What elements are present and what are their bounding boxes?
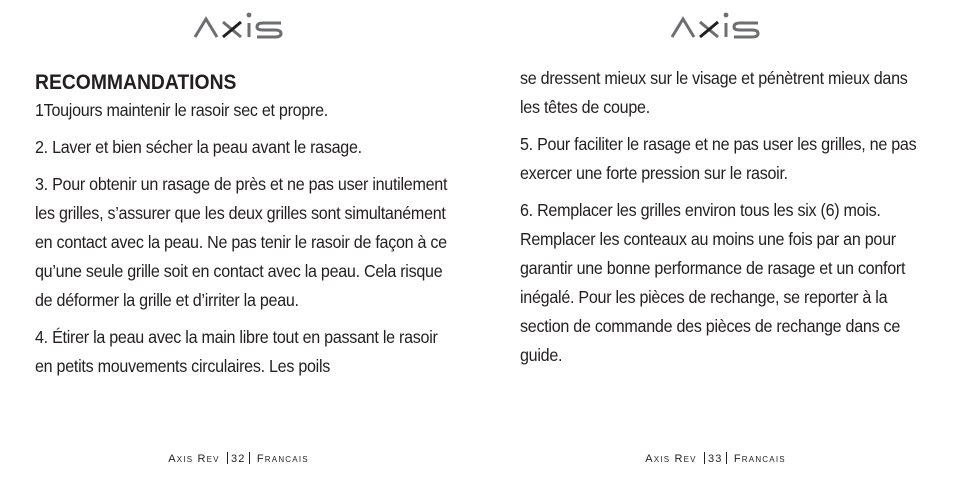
footer-language: Francais (256, 453, 309, 465)
page-footer (477, 452, 954, 465)
footer-divider (704, 452, 705, 464)
footer-divider (227, 452, 228, 464)
axis-logo (477, 10, 954, 45)
footer-divider (726, 452, 727, 464)
footer-doc-name: Axis Rev (168, 453, 220, 465)
axis-logo-icon (191, 10, 287, 40)
right-page (477, 0, 954, 477)
left-page-content (35, 70, 449, 389)
right-page-content (520, 64, 920, 378)
footer-language: Francais (733, 453, 786, 465)
paragraph-6: 6. Remplacer les grilles environ tous les six (6) mois. Remplacer les conteaux au moins une fois par an pour garantir une bonne performance de rasage et un confort inégalé. Pour les pièces de rechange, se reporter à la section de commande des pièces de rechange dans ce guide. (520, 200, 906, 365)
paragraph-1: 1Toujours maintenir le rasoir sec et propre. (35, 100, 329, 120)
axis-logo-icon (668, 10, 764, 40)
axis-logo (0, 10, 477, 45)
paragraph-4: 4. Étirer la peau avec la main libre tout en passant le rasoir en petits mouvements circulaires. Les poils (35, 327, 438, 376)
paragraph-2: 2. Laver et bien sécher la peau avant le rasage. (35, 137, 362, 157)
paragraph-4-continued: se dressent mieux sur le visage et pénètrent mieux dans les têtes de coupe. (520, 68, 908, 117)
footer-divider (249, 452, 250, 464)
page-number: 32 (230, 453, 246, 465)
paragraph-5: 5. Pour faciliter le rasage et ne pas user les grilles, ne pas exercer une forte pression sur le rasoir. (520, 134, 917, 183)
section-heading: RECOMMANDATIONS (35, 71, 237, 94)
page-number: 33 (707, 453, 723, 465)
footer-doc-name: Axis Rev (645, 453, 697, 465)
page-footer (0, 452, 477, 465)
paragraph-3: 3. Pour obtenir un rasage de près et ne pas user inutilement les grilles, s’assurer que les deux grilles sont simultanément en contact avec la peau. Ne pas tenir le rasoir de façon à ce qu’une seule grille soit en contact avec la peau. Cela risque de déformer la grille et d’irriter la peau. (35, 174, 448, 310)
